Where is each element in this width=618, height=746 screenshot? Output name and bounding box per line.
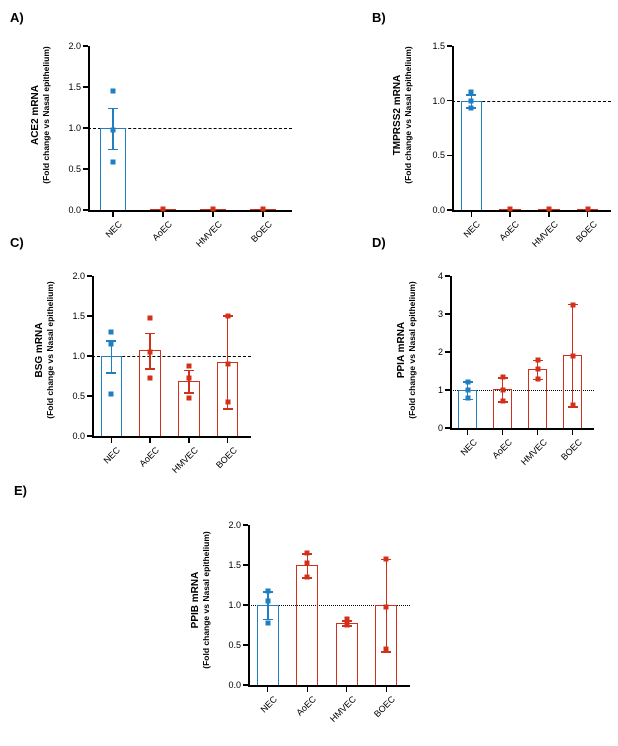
data-point [305, 551, 310, 556]
x-tick-label-aoec: AoEC [489, 437, 514, 461]
y-tick-label: 1 [437, 385, 443, 395]
x-tick [386, 687, 387, 692]
x-tick [188, 438, 189, 443]
data-point [109, 342, 114, 347]
panel-d-axes [437, 271, 590, 468]
y-tick [83, 168, 88, 169]
data-point [384, 556, 389, 561]
y-tick [83, 86, 88, 87]
x-tick-label-hmvec: HMVEC [529, 219, 560, 250]
data-point [109, 330, 114, 335]
error-cap [184, 370, 194, 372]
data-point [469, 106, 474, 111]
x-tick-label-aoec: AoEC [137, 445, 162, 469]
x-tick [227, 438, 228, 443]
x-tick-label-hmvec: HMVEC [327, 694, 358, 725]
x-tick [346, 687, 347, 692]
data-point [570, 302, 575, 307]
data-point [186, 376, 191, 381]
data-point [111, 160, 116, 165]
x-tick [509, 212, 510, 217]
y-tick [445, 275, 450, 276]
x-tick [537, 430, 538, 435]
data-point [535, 357, 540, 362]
x-tick [162, 212, 163, 217]
data-point [465, 388, 470, 393]
data-point [500, 374, 505, 379]
y-tick [83, 45, 88, 46]
x-tick-label-nec: NEC [101, 445, 123, 466]
y-tick-label: 0.5 [228, 640, 241, 650]
y-tick [445, 313, 450, 314]
data-point [305, 560, 310, 565]
x-tick [212, 212, 213, 217]
data-point [111, 89, 116, 94]
y-tick-label: 2 [437, 347, 443, 357]
y-tick-label: 1.0 [228, 600, 241, 610]
y-tick [243, 524, 248, 525]
y-tick [447, 155, 452, 156]
y-tick [445, 427, 450, 428]
y-tick-label: 1.5 [72, 311, 85, 321]
x-tick [587, 212, 588, 217]
data-point [384, 647, 389, 652]
y-tick-label: 2.0 [68, 41, 81, 51]
error-cap [108, 149, 118, 151]
y-tick-label: 0 [437, 423, 443, 433]
x-tick-label-boec: BOEC [248, 219, 275, 245]
y-tick-label: 4 [437, 271, 443, 281]
y-tick-label: 3 [437, 309, 443, 319]
panel-d-letter: D) [372, 235, 386, 250]
x-tick [112, 212, 113, 217]
data-point [465, 396, 470, 401]
x-tick-label-nec: NEC [258, 694, 279, 715]
y-tick [445, 351, 450, 352]
panel-e-letter: E) [14, 483, 27, 498]
y-tick [87, 315, 92, 316]
y-tick-label: 2.0 [72, 271, 85, 281]
x-tick-label-aoec: AoEC [294, 694, 319, 718]
x-tick [111, 438, 112, 443]
error-cap [145, 333, 155, 335]
x-tick [502, 430, 503, 435]
y-tick-label: 2.0 [228, 520, 241, 530]
x-tick [548, 212, 549, 217]
y-tick-label: 1.5 [68, 82, 81, 92]
x-tick-label-nec: NEC [103, 219, 125, 240]
y-tick [243, 684, 248, 685]
data-point [148, 376, 153, 381]
panel-e-ylabel: PPIB mRNA (Fold change vs Nasal epithelium) [190, 531, 211, 669]
x-tick [307, 687, 308, 692]
data-point [109, 392, 114, 397]
x-tick-label-boec: BOEC [213, 445, 239, 471]
data-point [384, 604, 389, 609]
bar-hmvec [336, 623, 358, 685]
y-tick-label: 0.5 [432, 150, 445, 161]
x-tick-label-hmvec: HMVEC [169, 445, 200, 476]
data-point [500, 399, 505, 404]
data-point [225, 400, 230, 405]
data-point [570, 353, 575, 358]
y-tick [447, 45, 452, 46]
y-tick-label: 1.0 [432, 95, 445, 106]
data-point [469, 89, 474, 94]
data-point [500, 388, 505, 393]
data-point [265, 589, 270, 594]
x-tick-label-nec: NEC [461, 219, 483, 240]
panel-d-ylabel: PPIA mRNA (Fold change vs Nasal epithelium) [396, 281, 417, 419]
y-tick-label: 0.0 [68, 205, 81, 215]
y-tick [83, 209, 88, 210]
y-tick [87, 435, 92, 436]
data-point [305, 575, 310, 580]
data-point [465, 379, 470, 384]
data-point [535, 376, 540, 381]
x-tick-label-boec: BOEC [573, 219, 599, 245]
y-tick [243, 644, 248, 645]
y-tick [447, 209, 452, 210]
bar-nec [461, 101, 482, 210]
y-tick-label: 1.5 [432, 41, 445, 51]
y-tick [87, 395, 92, 396]
data-point [265, 599, 270, 604]
x-tick-label-boec: BOEC [558, 437, 584, 463]
y-tick [243, 564, 248, 565]
error-cap [223, 408, 233, 410]
y-tick-label: 1.5 [228, 560, 241, 570]
data-point [344, 623, 349, 628]
panel-c-axes [72, 271, 247, 476]
y-tick [87, 275, 92, 276]
y-tick-label: 0.5 [72, 391, 85, 401]
data-point [265, 620, 270, 625]
data-point [225, 362, 230, 367]
panel-a-ylabel: ACE2 mRNA (Fold change vs Nasal epithelium) [30, 46, 51, 184]
x-tick-label-aoec: AoEC [497, 219, 522, 243]
x-tick-label-hmvec: HMVEC [518, 437, 549, 468]
x-tick-label-nec: NEC [458, 437, 479, 458]
x-tick [572, 430, 573, 435]
y-tick-label: 0.0 [432, 205, 445, 215]
y-tick-label: 0.5 [68, 164, 81, 174]
panel-e-axes [228, 520, 406, 725]
panel-b-axes [432, 41, 607, 250]
x-tick-label-aoec: AoEC [150, 219, 175, 243]
data-point [186, 363, 191, 368]
panel-b-ylabel: TMPRSS2 mRNA (Fold change vs Nasal epithelium) [392, 46, 413, 184]
y-axis-line [450, 276, 452, 430]
data-point [225, 314, 230, 319]
panel-b-letter: B) [372, 10, 386, 25]
panel-c-ylabel: BSG mRNA (Fold change vs Nasal epithelium) [34, 281, 55, 419]
x-tick [471, 212, 472, 217]
error-cap [381, 651, 391, 653]
data-point [469, 98, 474, 103]
data-point [186, 396, 191, 401]
x-tick [262, 212, 263, 217]
error-cap [184, 392, 194, 394]
data-point [148, 350, 153, 355]
panel-c-letter: C) [10, 235, 24, 250]
y-tick-label: 0.0 [228, 680, 241, 690]
panel-a-axes [68, 41, 288, 250]
data-point [111, 127, 116, 132]
bar-aoec [296, 565, 318, 685]
x-tick [149, 438, 150, 443]
data-point [535, 367, 540, 372]
x-tick-label-hmvec: HMVEC [194, 219, 225, 250]
y-tick-label: 1.0 [68, 123, 81, 133]
x-tick [267, 687, 268, 692]
y-axis-line [452, 46, 454, 212]
error-cap [108, 108, 118, 110]
x-tick-label-boec: BOEC [372, 694, 398, 720]
x-tick [467, 430, 468, 435]
y-tick-label: 0.0 [72, 431, 85, 441]
data-point [570, 403, 575, 408]
data-point [148, 316, 153, 321]
error-cap [145, 368, 155, 370]
error-cap [106, 372, 116, 374]
panel-a-letter: A) [10, 10, 24, 25]
error-bar [267, 591, 269, 618]
y-tick-label: 1.0 [72, 351, 85, 361]
